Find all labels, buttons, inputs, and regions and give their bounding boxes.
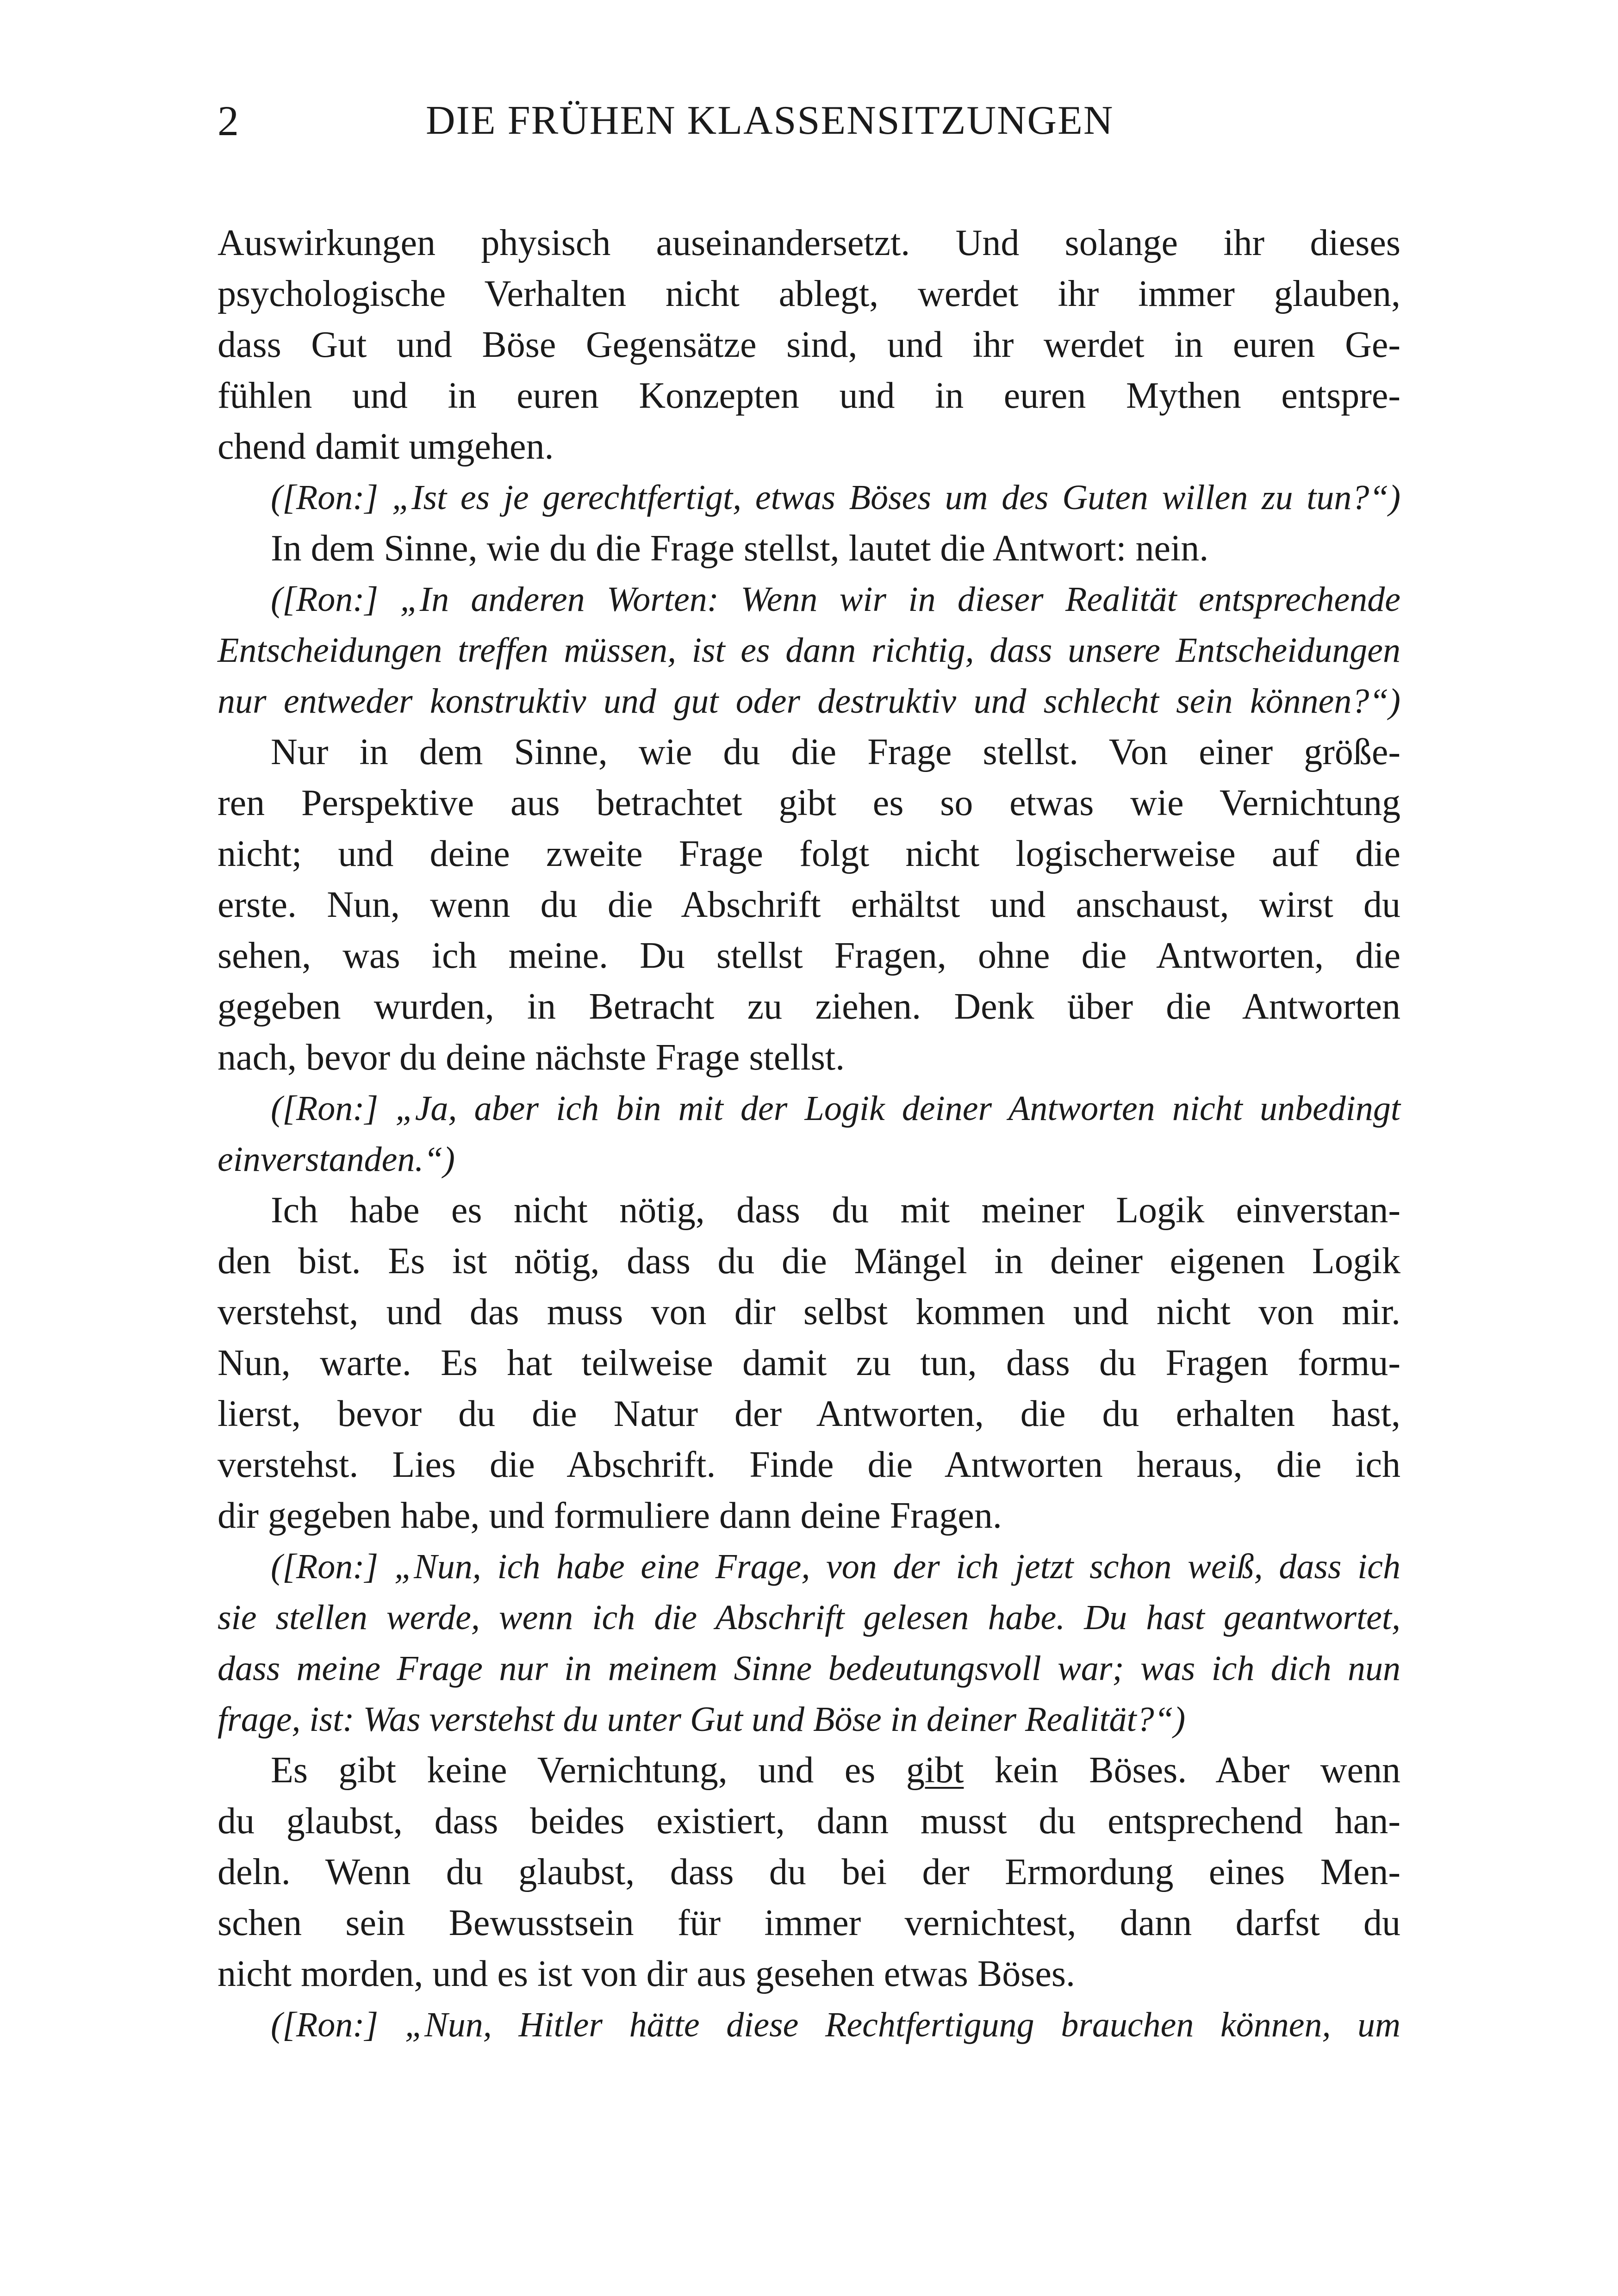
text-line: nicht morden, und es ist von dir aus gesehen etwas Böses. bbox=[218, 1954, 1076, 1994]
text-line: den bist. Es ist nötig, dass du die Mängel in deiner eigenen Logik bbox=[218, 1241, 1400, 1282]
text-line: ren Perspektive aus betrachtet gibt es so etwas wie Vernichtung bbox=[218, 783, 1400, 823]
text-line: verstehst. Lies die Abschrift. Finde die Antworten heraus, die ich bbox=[218, 1444, 1400, 1485]
question-line: Entscheidungen treffen müssen, ist es dann richtig, dass unsere Entscheidungen bbox=[218, 631, 1400, 670]
question-line: ([Ron:] „Ja, aber ich bin mit der Logik deiner Antworten nicht unbedingt bbox=[271, 1089, 1400, 1128]
text-line: Auswirkungen physisch auseinandersetzt. Und solange ihr dieses bbox=[218, 223, 1400, 263]
text-line bbox=[218, 1745, 1400, 1796]
text-line: gegeben wurden, in Betracht zu ziehen. Denk über die Antworten bbox=[218, 986, 1400, 1027]
text-line: nach, bevor du deine nächste Frage stellst. bbox=[218, 1037, 845, 1078]
underlined-word: gibt bbox=[906, 1750, 964, 1791]
text-line: lierst, bevor du die Natur der Antworten, die du erhalten hast, bbox=[218, 1394, 1400, 1434]
text-line: psychologische Verhalten nicht ablegt, werdet ihr immer glauben, bbox=[218, 274, 1400, 314]
text-line: sehen, was ich meine. Du stellst Fragen, ohne die Antworten, die bbox=[218, 935, 1400, 976]
page-number: 2 bbox=[218, 97, 239, 144]
text-line: chend damit umgehen. bbox=[218, 426, 554, 467]
text-line: dir gegeben habe, und formuliere dann deine Fragen. bbox=[218, 1495, 1002, 1536]
text-line: dass Gut und Böse Gegensätze sind, und ihr werdet in euren Ge- bbox=[218, 324, 1400, 365]
chapter-title: DIE FRÜHEN KLASSENSITZUNGEN bbox=[426, 98, 1114, 143]
text-line: verstehst, und das muss von dir selbst kommen und nicht von mir. bbox=[218, 1292, 1400, 1332]
question-line: nur entweder konstruktiv und gut oder destruktiv und schlecht sein können?“) bbox=[218, 682, 1400, 721]
text-line: Ich habe es nicht nötig, dass du mit meiner Logik einverstan- bbox=[271, 1190, 1400, 1231]
question-line: sie stellen werde, wenn ich die Abschrift gelesen habe. Du hast geantwortet, bbox=[218, 1598, 1400, 1637]
text-line: Nur in dem Sinne, wie du die Frage stellst. Von einer größe- bbox=[271, 732, 1400, 772]
answer-line: In dem Sinne, wie du die Frage stellst, lautet die Antwort: nein. bbox=[271, 528, 1209, 569]
text-line: deln. Wenn du glaubst, dass du bei der Ermordung eines Men- bbox=[218, 1852, 1400, 1892]
question-line: ([Ron:] „Ist es je gerechtfertigt, etwas Böses um des Guten willen zu tun?“) bbox=[271, 478, 1400, 517]
body-text bbox=[218, 218, 1400, 2050]
question-line: einverstanden.“) bbox=[218, 1140, 455, 1179]
text-line: erste. Nun, wenn du die Abschrift erhältst und anschaust, wirst du bbox=[218, 884, 1400, 925]
question-line: ([Ron:] „Nun, ich habe eine Frage, von der ich jetzt schon weiß, dass ich bbox=[271, 1547, 1400, 1586]
text-line: Nun, warte. Es hat teilweise damit zu tun, dass du Fragen formu- bbox=[218, 1343, 1400, 1383]
question-line: frage, ist: Was verstehst du unter Gut und Böse in deiner Realität?“) bbox=[218, 1700, 1186, 1739]
text-run: Es gibt keine Vernichtung, und es bbox=[271, 1750, 906, 1791]
text-run: kein Böses. Aber wenn bbox=[964, 1750, 1401, 1791]
text-line: nicht; und deine zweite Frage folgt nicht logischerweise auf die bbox=[218, 834, 1400, 874]
text-line: fühlen und in euren Konzepten und in euren Mythen entspre- bbox=[218, 375, 1400, 416]
text-line: du glaubst, dass beides existiert, dann musst du entsprechend han- bbox=[218, 1801, 1400, 1842]
text-line: schen sein Bewusstsein für immer vernichtest, dann darfst du bbox=[218, 1903, 1400, 1943]
question-line: ([Ron:] „In anderen Worten: Wenn wir in dieser Realität entsprechende bbox=[271, 580, 1400, 619]
running-header bbox=[218, 91, 1400, 151]
question-line: dass meine Frage nur in meinem Sinne bedeutungsvoll war; was ich dich nun bbox=[218, 1649, 1400, 1688]
question-line: ([Ron:] „Nun, Hitler hätte diese Rechtfertigung brauchen können, um bbox=[271, 2005, 1400, 2044]
